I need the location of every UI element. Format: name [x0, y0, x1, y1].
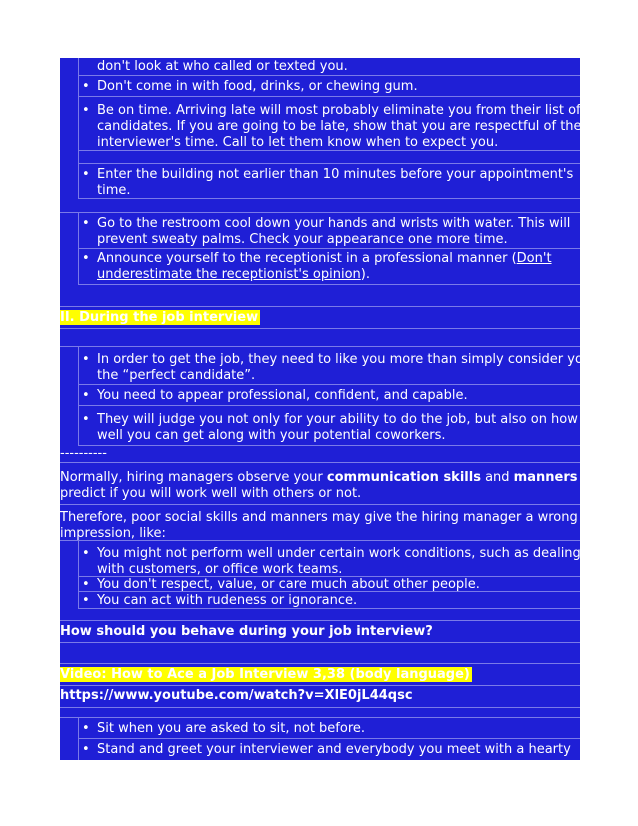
empty-row — [60, 329, 580, 347]
manners-bold: manners — [513, 470, 578, 485]
bullet-icon: • — [82, 79, 90, 94]
paragraph-text-part: Normally, hiring managers observe your — [60, 470, 327, 485]
video-title-row — [60, 664, 580, 686]
bullet-icon: • — [82, 742, 90, 757]
paragraph-text-part: to — [577, 470, 595, 485]
list-item-text: Stand and greet your interviewer and everybody you meet with a hearty — [97, 742, 571, 757]
empty-row — [60, 285, 580, 307]
paragraph-text: predict if you will work well with others or not. — [60, 486, 362, 501]
communication-skills-bold: communication skills — [326, 470, 481, 485]
list-item-text: Go to the restroom cool down your hands and wrists with water. This will — [97, 216, 571, 231]
dashed-divider: ---------- — [60, 446, 107, 461]
paragraph — [60, 463, 595, 505]
video-title — [60, 667, 578, 683]
paragraph-text-part: and — [480, 470, 514, 485]
bullet-icon: • — [82, 352, 90, 367]
bullet-icon: • — [82, 388, 90, 403]
list-item — [78, 164, 580, 199]
empty-row — [60, 609, 580, 621]
list-item — [78, 58, 580, 76]
receptionist-link-cont[interactable]: underestimate the receptionist's opinion — [97, 267, 361, 282]
list-item-text: time. — [97, 183, 131, 198]
list-item — [78, 541, 580, 577]
list-item-text — [97, 267, 578, 283]
list-item-text: You don't respect, value, or care much about other people. — [97, 577, 480, 592]
list-item-text: You need to appear professional, confident, and capable. — [97, 388, 468, 403]
bullet-icon: • — [82, 721, 90, 736]
empty-row — [78, 151, 580, 164]
list-item — [78, 385, 580, 406]
bullet-icon: • — [82, 216, 90, 231]
bullet-icon: • — [82, 412, 90, 427]
question-row — [60, 621, 580, 643]
list-item-text: the “perfect candidate”. — [97, 368, 256, 383]
list-item — [78, 249, 580, 285]
list-item — [78, 97, 580, 151]
paragraph-text: impression, like: — [60, 526, 166, 541]
list-item — [78, 347, 592, 385]
document-page — [60, 58, 595, 760]
list-item — [78, 592, 580, 609]
bullet-icon: • — [82, 251, 90, 266]
section-heading-row — [60, 307, 580, 329]
empty-row — [60, 708, 580, 718]
video-url-row — [60, 686, 580, 708]
list-item-text: Sit when you are asked to sit, not before. — [97, 721, 366, 736]
question-heading: How should you behave during your job interview? — [60, 624, 433, 639]
paragraph — [60, 505, 580, 541]
video-title-text: Video: How to Ace a Job Interview 3,38 (body language) — [60, 667, 470, 682]
list-item-text: well you can get along with your potential coworkers. — [97, 428, 446, 443]
paragraph-text — [60, 470, 595, 486]
empty-row — [60, 643, 580, 664]
list-item — [78, 718, 580, 739]
list-item-text: don't look at who called or texted you. — [97, 59, 348, 74]
bullet-icon: • — [82, 577, 90, 592]
receptionist-link[interactable]: Don't — [516, 251, 552, 266]
bullet-icon: • — [82, 103, 90, 118]
list-item-text: candidates. If you are going to be late, show that you are respectful of the — [97, 119, 582, 134]
list-item-text: Don't come in with food, drinks, or chewing gum. — [97, 79, 418, 94]
paragraph-text: Therefore, poor social skills and manners may give the hiring manager a wrong — [60, 510, 578, 525]
list-item-text: interviewer's time. Call to let them know when to expect you. — [97, 135, 499, 150]
list-item-text: prevent sweaty palms. Check your appearance one more time. — [97, 232, 508, 247]
list-item — [78, 739, 580, 760]
list-item-text: You can act with rudeness or ignorance. — [97, 593, 358, 608]
list-item — [78, 76, 580, 97]
list-item-text: In order to get the job, they need to like you more than simply consider you — [97, 352, 592, 367]
list-item-text: with customers, or office work teams. — [97, 562, 343, 577]
list-item — [78, 577, 580, 592]
list-item — [78, 213, 580, 249]
bullet-icon: • — [82, 593, 90, 608]
divider-row — [60, 446, 580, 463]
video-url-link[interactable]: https://www.youtube.com/watch?v=XlE0jL44qsc — [60, 688, 413, 703]
list-item-text: Be on time. Arriving late will most probably eliminate you from their list of — [97, 103, 581, 118]
list-item-text: You might not perform well under certain work conditions, such as dealing — [97, 546, 581, 561]
bullet-icon: • — [82, 167, 90, 182]
list-item-text: Enter the building not earlier than 10 minutes before your appointment's — [97, 167, 574, 182]
empty-row — [60, 199, 580, 213]
list-item-text — [97, 251, 578, 267]
list-item — [78, 406, 580, 446]
section-heading-text: II. During the job interview — [60, 310, 259, 325]
bullet-icon: • — [82, 546, 90, 561]
list-item-text-part: ). — [360, 267, 370, 282]
list-item-text-part: Announce yourself to the receptionist in a professional manner ( — [97, 251, 517, 266]
section-heading — [60, 310, 578, 326]
list-item-text: They will judge you not only for your ability to do the job, but also on how — [97, 412, 578, 427]
